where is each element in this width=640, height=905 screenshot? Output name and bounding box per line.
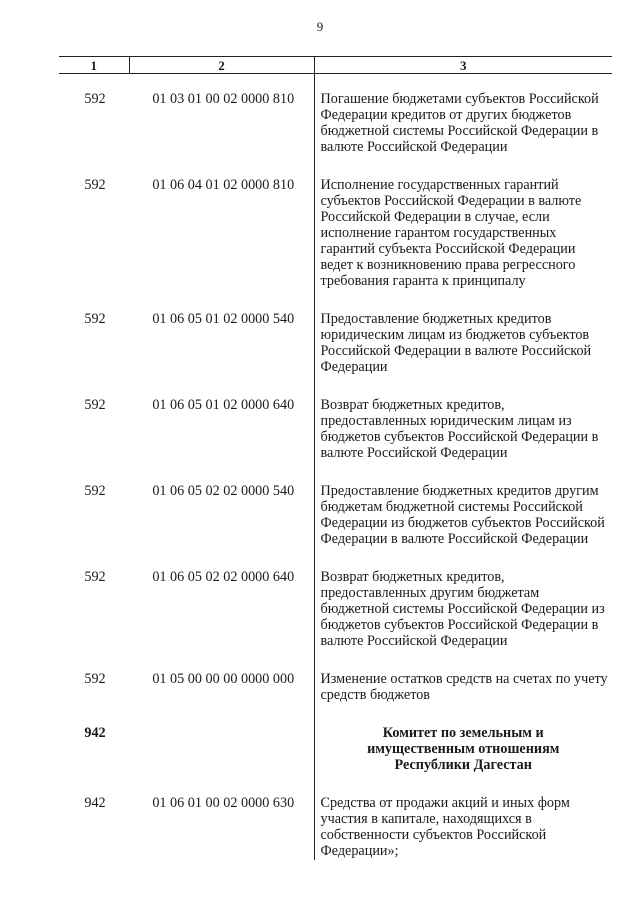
column-header-1: 1 xyxy=(59,57,129,74)
table-row-section-heading xyxy=(59,725,612,795)
table-row xyxy=(59,74,612,178)
table-row xyxy=(59,311,612,397)
table-row xyxy=(59,795,612,860)
table-row xyxy=(59,483,612,569)
table-row xyxy=(59,671,612,725)
admin-code-cell: 592 xyxy=(84,177,106,193)
budget-code-cell: 01 06 05 01 02 0000 640 xyxy=(152,397,295,413)
description-cell: Возврат бюджетных кредитов, предоставленных другим бюджетам бюджетной системы Российской Федерации из бюджетов субъектов Российской Федерации в валюте Российской Федерации xyxy=(314,569,612,671)
section-heading-cell: Комитет по земельным и имущественным отношениям Республики Дагестан xyxy=(314,725,612,795)
admin-code-cell: 592 xyxy=(84,311,106,327)
description-cell: Средства от продажи акций и иных форм участия в капитале, находящихся в собственности субъектов Российской Федерации»; xyxy=(314,795,612,860)
description-cell: Возврат бюджетных кредитов, предоставленных юридическим лицам из бюджетов субъектов Российской Федерации в валюте Российской Федерации xyxy=(314,397,612,483)
budget-code-cell: 01 06 04 01 02 0000 810 xyxy=(152,177,295,193)
description-cell: Изменение остатков средств на счетах по учету средств бюджетов xyxy=(314,671,612,725)
budget-code-cell xyxy=(129,725,314,795)
budget-code-cell: 01 06 05 02 02 0000 640 xyxy=(152,569,295,585)
budget-code-cell: 01 03 01 00 02 0000 810 xyxy=(152,91,295,107)
admin-code-cell: 592 xyxy=(84,569,106,585)
budget-codes-table xyxy=(59,56,612,860)
table-row xyxy=(59,569,612,671)
budget-code-cell: 01 06 05 02 02 0000 540 xyxy=(152,483,295,499)
admin-code-cell: 942 xyxy=(84,725,106,741)
column-header-3: 3 xyxy=(314,57,612,74)
description-cell: Исполнение государственных гарантий субъектов Российской Федерации в валюте Российской Федерации в случае, если исполнение гарантом государственных гарантий субъекта Российской Федерации ведет к возникновению права регрессного требования гаранта к принципалу xyxy=(314,177,612,311)
admin-code-cell: 592 xyxy=(84,397,106,413)
page-number: 9 xyxy=(316,19,324,34)
table-header-row xyxy=(59,57,612,74)
admin-code-cell: 592 xyxy=(84,671,106,687)
column-header-2: 2 xyxy=(129,57,314,74)
budget-code-cell: 01 06 01 00 02 0000 630 xyxy=(152,795,295,811)
description-cell: Предоставление бюджетных кредитов другим бюджетам бюджетной системы Российской Федерации из бюджетов субъектов Российской Федерации в валюте Российской Федерации xyxy=(314,483,612,569)
admin-code-cell: 942 xyxy=(84,795,106,811)
description-cell: Предоставление бюджетных кредитов юридическим лицам из бюджетов субъектов Российской Федерации в валюте Российской Федерации xyxy=(314,311,612,397)
admin-code-cell: 592 xyxy=(84,483,106,499)
budget-code-cell: 01 06 05 01 02 0000 540 xyxy=(152,311,295,327)
admin-code-cell: 592 xyxy=(84,91,106,107)
table-row xyxy=(59,397,612,483)
description-cell: Погашение бюджетами субъектов Российской Федерации кредитов от других бюджетов бюджетной системы Российской Федерации в валюте Российской Федерации xyxy=(314,74,612,178)
budget-code-cell: 01 05 00 00 00 0000 000 xyxy=(152,671,295,687)
table-row xyxy=(59,177,612,311)
